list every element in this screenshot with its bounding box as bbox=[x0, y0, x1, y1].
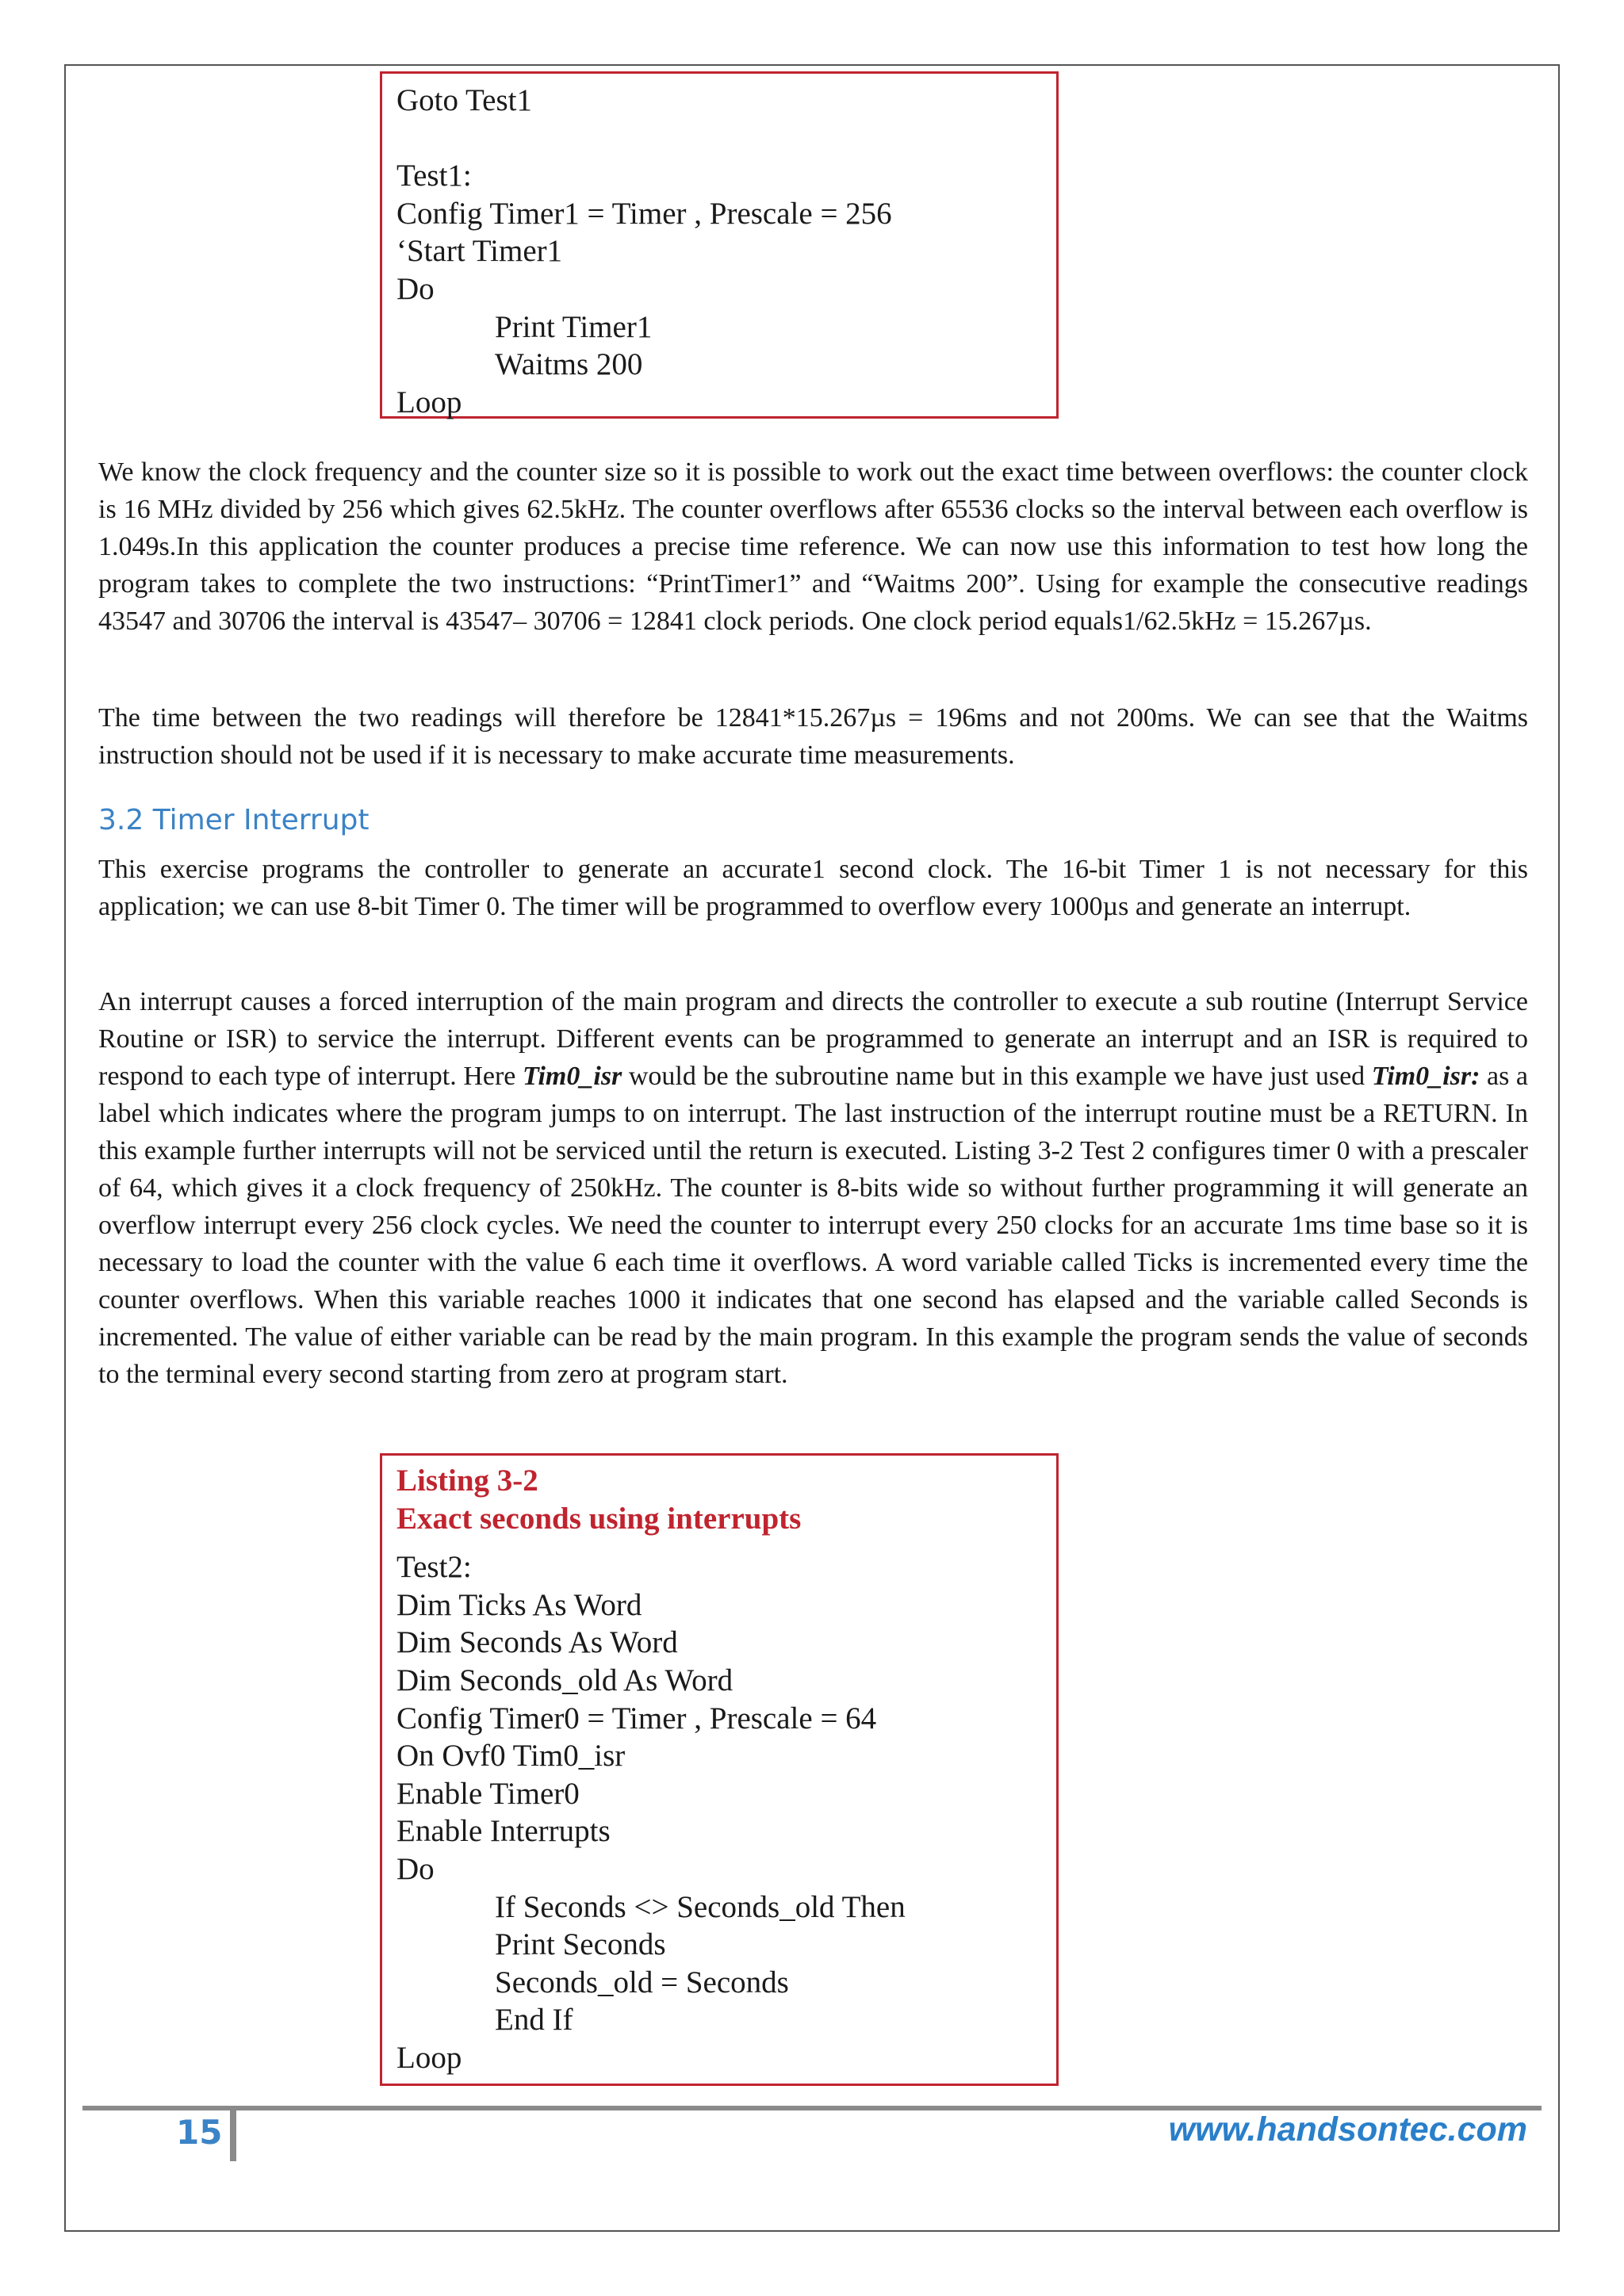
code-line: Loop bbox=[396, 2040, 462, 2075]
code-line: Do bbox=[396, 271, 435, 306]
section-heading: 3.2 Timer Interrupt bbox=[98, 804, 370, 836]
code-line: Loop bbox=[396, 385, 462, 419]
code-line: If Seconds <> Seconds_old Then bbox=[495, 1889, 906, 1924]
paragraph-overflow-timing: We know the clock frequency and the counter size so it is possible to work out the exact time between overflows: the counter clock is 16 MHz divided by 256 which gives 62.5kHz. The counter overflows after 65536 clocks so the interval between each overflow is 1.049s.In this application the counter produces a precise time reference. We can now use this information to test how long the program takes to complete the two instructions: “PrintTimer1” and “Waitms 200”. Using for example the consecutive readings 43547 and 30706 the interval is 43547– 30706 = 12841 clock periods. One clock period equals1/62.5kHz = 15.267µs. bbox=[98, 457, 1528, 636]
code-line bbox=[396, 120, 1056, 158]
code-line: Test2: bbox=[396, 1550, 472, 1585]
code-line: Enable Interrupts bbox=[396, 1814, 611, 1849]
emphasis-isr-label: Tim0_isr: bbox=[1371, 1062, 1480, 1091]
code-listing-test1 bbox=[380, 71, 1059, 419]
code-line: End If bbox=[495, 2003, 573, 2038]
page-number-divider bbox=[230, 2109, 236, 2161]
code-line: Dim Seconds_old As Word bbox=[396, 1663, 733, 1697]
paragraph-text: An interrupt causes a forced interruption of the main program and directs the controller to execute a sub routine (Interrupt Service Routine or ISR) to service the interrupt. Different events can be programmed to generate an interrupt and an ISR is required to respond to each type of interrupt. Here bbox=[98, 987, 1528, 1091]
code-lines bbox=[396, 1548, 1056, 2076]
listing-caption: Exact seconds using interrupts bbox=[396, 1501, 802, 1536]
code-line: Dim Ticks As Word bbox=[396, 1587, 642, 1622]
footer-url-link[interactable]: www.handsontec.com bbox=[1168, 2110, 1527, 2149]
emphasis-isr-name: Tim0_isr bbox=[522, 1062, 622, 1091]
paragraph-text: would be the subroutine name but in this example we have just used bbox=[622, 1062, 1372, 1091]
code-line: Goto Test1 bbox=[396, 83, 532, 117]
code-line: Test1: bbox=[396, 159, 472, 193]
code-line: Config Timer1 = Timer , Prescale = 256 bbox=[396, 196, 892, 231]
paragraph-interrupt-explanation bbox=[98, 983, 1528, 1393]
code-line: ‘Start Timer1 bbox=[396, 234, 563, 269]
code-line: Print Timer1 bbox=[495, 309, 653, 344]
code-line: Do bbox=[396, 1851, 435, 1886]
code-line: Config Timer0 = Timer , Prescale = 64 bbox=[396, 1701, 877, 1735]
code-line: Waitms 200 bbox=[495, 347, 643, 382]
code-lines bbox=[396, 82, 1056, 421]
spacer bbox=[396, 1537, 1056, 1548]
listing-number: Listing 3-2 bbox=[396, 1464, 538, 1498]
code-line: Dim Seconds As Word bbox=[396, 1625, 678, 1660]
code-line: Enable Timer0 bbox=[396, 1776, 580, 1811]
paragraph-text: as a label which indicates where the program jumps to on interrupt. The last instruction of the interrupt routine must be a RETURN. In this example further interrupts will not be serviced until the return is executed. Listing 3-2 Test 2 configures timer 0 with a prescaler of 64, which gives it a clock frequency of 250kHz. The counter is 8-bits wide so without further programming it will generate an overflow interrupt every 256 clock cycles. We need the counter to interrupt every 250 clocks for an accurate 1ms time base so it is necessary to load the counter with the value 6 each time it overflows. A word variable called Ticks is incremented every time the counter overflows. When this variable reaches 1000 it indicates that one second has elapsed and the variable called Seconds is incremented. The value of either variable can be read by the main program. In this example the program sends the value of seconds to the terminal every second starting from zero at program start. bbox=[98, 1062, 1528, 1389]
paragraph-timer-exercise: This exercise programs the controller to generate an accurate1 second clock. The 16-bit Timer 1 is not necessary for this application; we can use 8-bit Timer 0. The timer will be programmed to overflow every 1000µs and generate an interrupt. bbox=[98, 855, 1528, 921]
code-line: Print Seconds bbox=[495, 1927, 666, 1962]
page-number: 15 bbox=[176, 2113, 223, 2152]
paragraph-waitms-accuracy: The time between the two readings will therefore be 12841*15.267µs = 196ms and not 200ms. We can see that the Waitms instruction should not be used if it is necessary to make accurate time measurements. bbox=[98, 703, 1528, 770]
code-line: Seconds_old = Seconds bbox=[495, 1965, 789, 1999]
code-line: On Ovf0 Tim0_isr bbox=[396, 1739, 626, 1774]
code-listing-3-2 bbox=[380, 1453, 1059, 2086]
